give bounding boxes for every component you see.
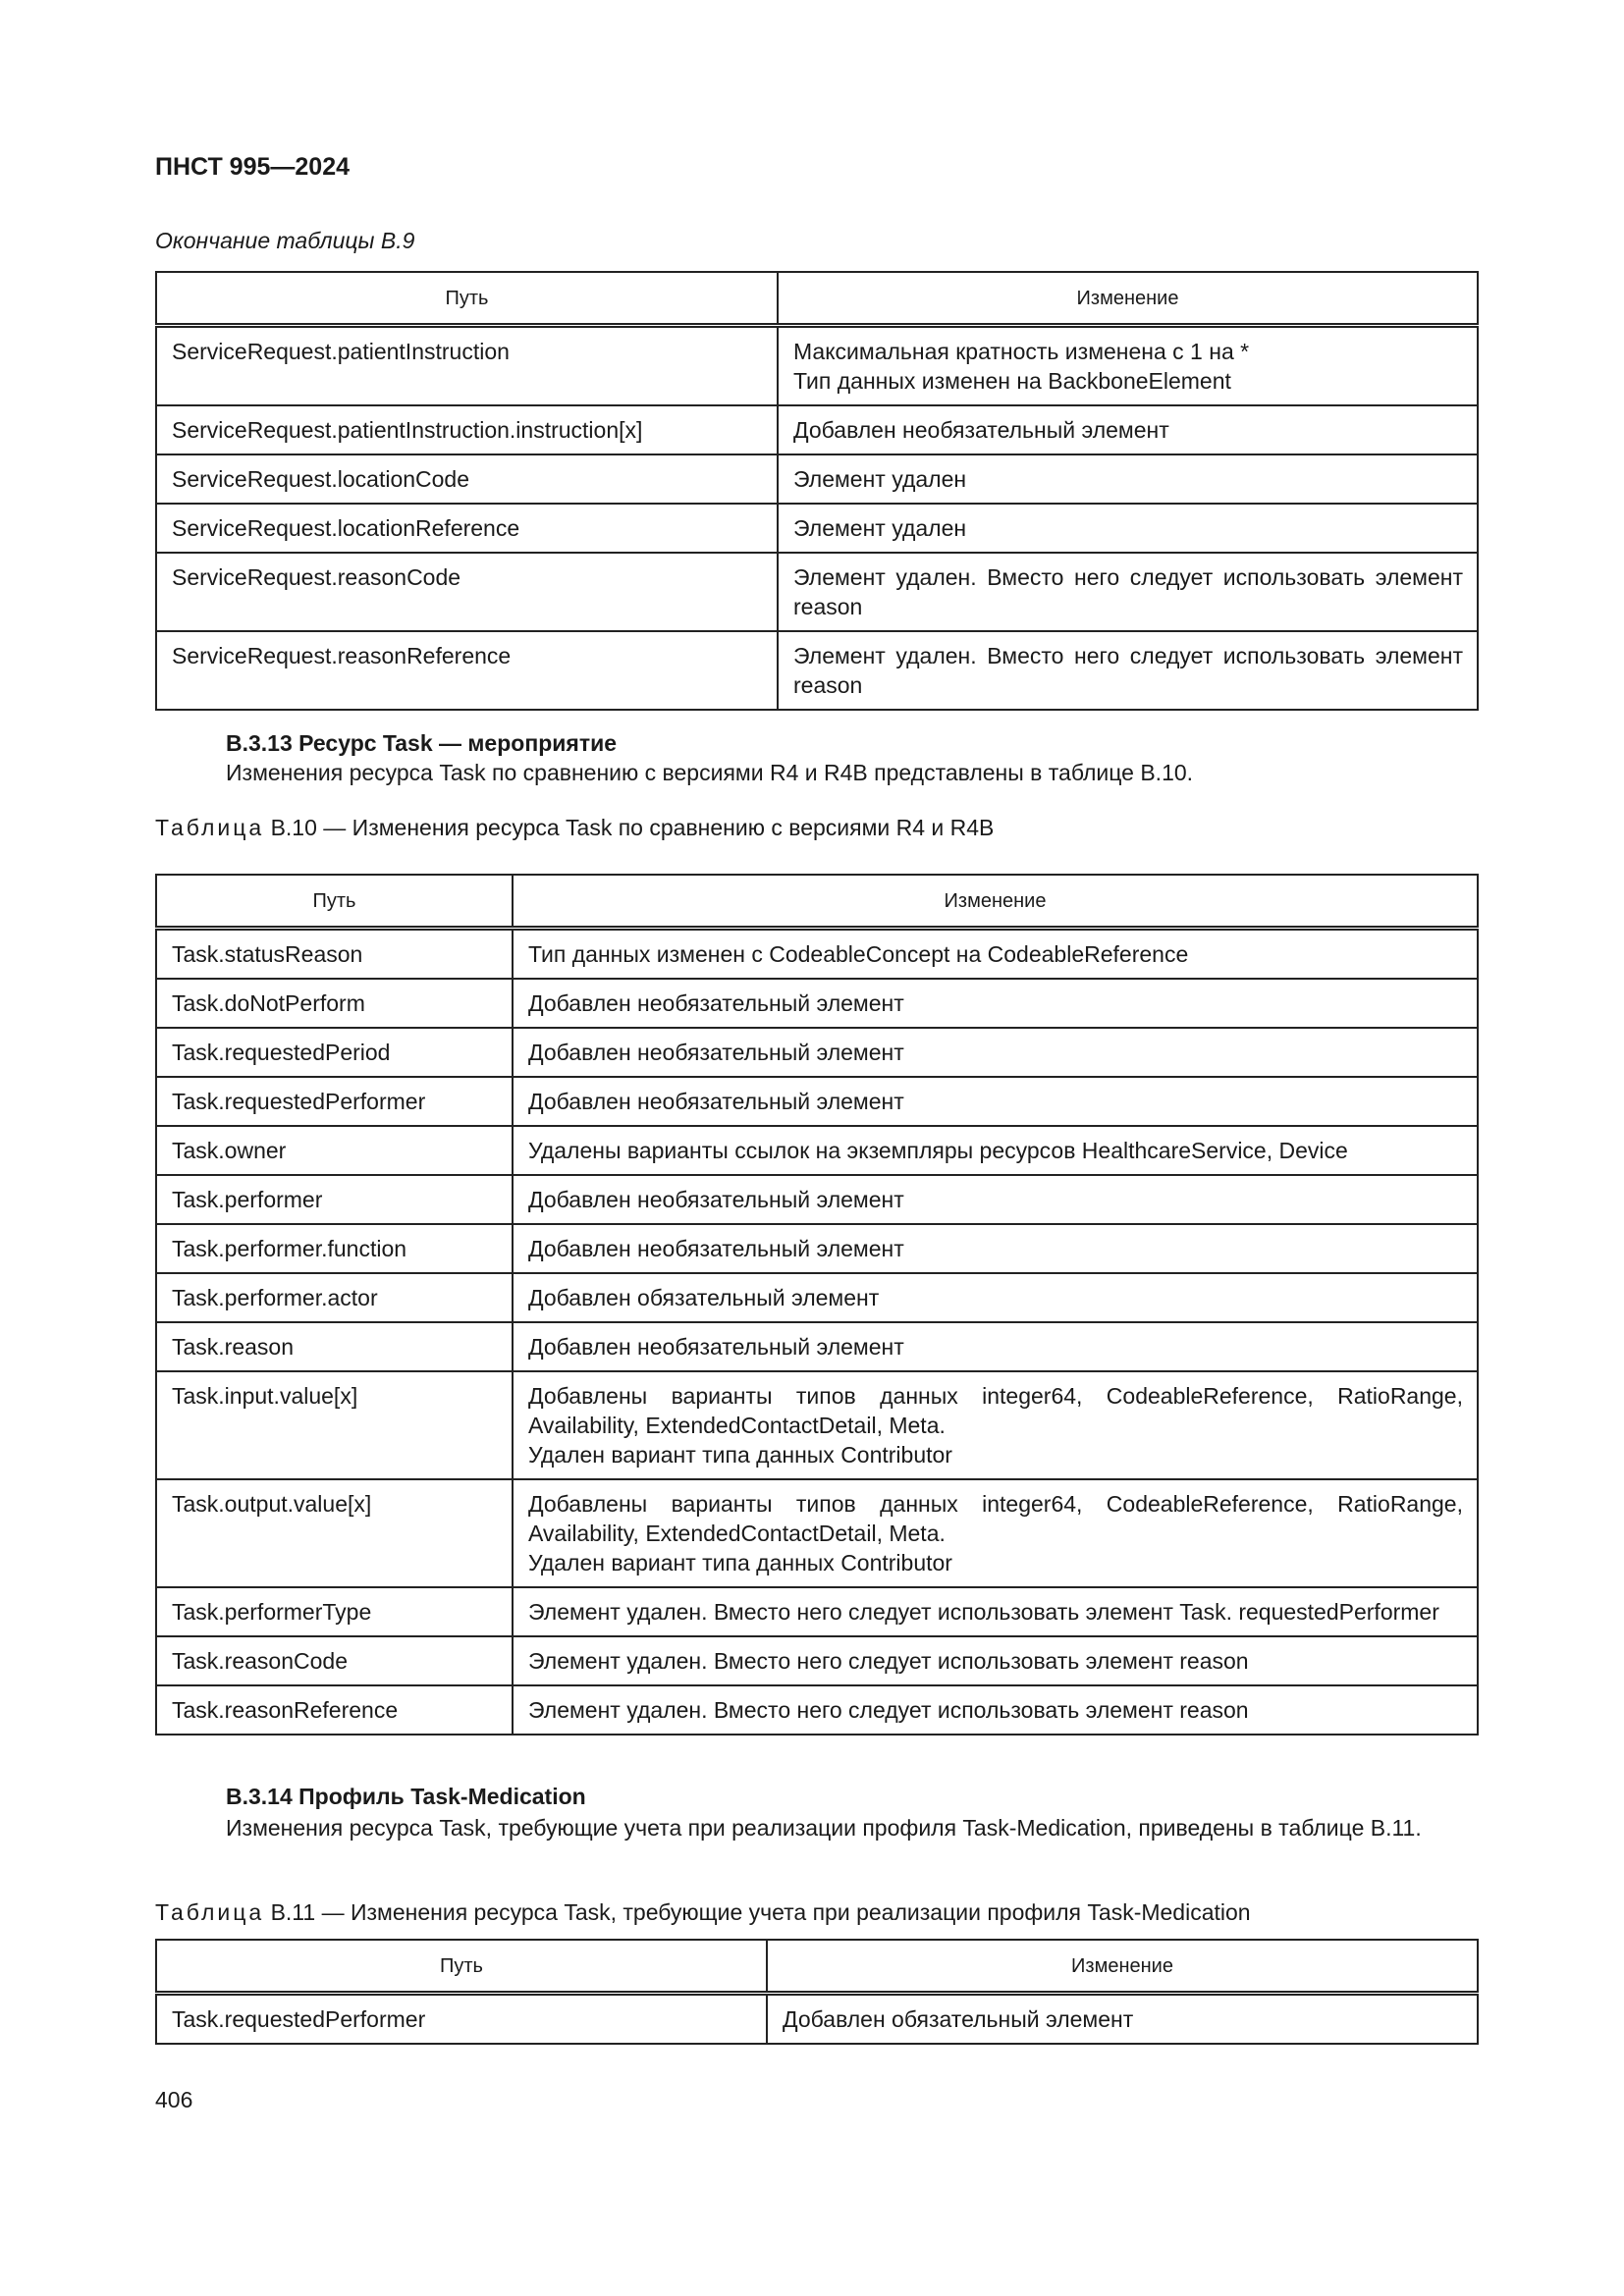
table-row <box>156 1126 1478 1175</box>
change-cell: Добавлены варианты типов данных integer64, CodeableReference, RatioRange, Availability, ExtendedContactDetail, Meta. Удален вариант типа данных Contributor <box>513 1371 1478 1479</box>
change-cell: Добавлен необязательный элемент <box>513 979 1478 1028</box>
caption-text: В.10 — Изменения ресурса Task по сравнению с версиями R4 и R4B <box>270 815 995 840</box>
section-b313-paragraph: Изменения ресурса Task по сравнению с версиями R4 и R4B представлены в таблице В.10. <box>226 760 1194 785</box>
path-cell: ServiceRequest.locationReference <box>156 504 778 553</box>
path-cell: Task.owner <box>156 1126 513 1175</box>
change-cell: Элемент удален. Вместо него следует использовать элемент Task. requestedPerformer <box>513 1587 1478 1636</box>
change-cell: Добавлен необязательный элемент <box>513 1175 1478 1224</box>
change-cell: Элемент удален <box>778 454 1478 504</box>
path-cell: Task.doNotPerform <box>156 979 513 1028</box>
column-header: Изменение <box>778 272 1478 326</box>
table-row <box>156 1371 1478 1479</box>
path-cell: Task.requestedPeriod <box>156 1028 513 1077</box>
page-number: 406 <box>155 2087 193 2112</box>
change-cell: Добавлен необязательный элемент <box>513 1077 1478 1126</box>
path-cell: Task.performerType <box>156 1587 513 1636</box>
column-header: Изменение <box>767 1940 1478 1994</box>
change-cell: Элемент удален <box>778 504 1478 553</box>
section-b314-paragraph: Изменения ресурса Task, требующие учета при реализации профиля Task-Medication, приведены в таблице В.11. <box>226 1815 1422 1841</box>
table-header-row <box>156 272 1478 326</box>
table-row <box>156 631 1478 710</box>
table-b10-caption <box>155 815 994 841</box>
table-row <box>156 504 1478 553</box>
change-cell: Удалены варианты ссылок на экземпляры ресурсов HealthcareService, Device <box>513 1126 1478 1175</box>
caption-label: Таблица <box>155 815 265 840</box>
change-cell: Тип данных изменен с CodeableConcept на CodeableReference <box>513 929 1478 980</box>
change-cell: Элемент удален. Вместо него следует использовать элемент reason <box>778 631 1478 710</box>
path-cell: ServiceRequest.patientInstruction.instruction[x] <box>156 405 778 454</box>
change-cell: Элемент удален. Вместо него следует использовать элемент reason <box>513 1685 1478 1735</box>
path-cell: ServiceRequest.reasonCode <box>156 553 778 631</box>
change-cell: Добавлен обязательный элемент <box>513 1273 1478 1322</box>
path-cell: Task.requestedPerformer <box>156 1994 767 2045</box>
table-row <box>156 454 1478 504</box>
table-row <box>156 979 1478 1028</box>
path-cell: Task.reason <box>156 1322 513 1371</box>
column-header: Путь <box>156 272 778 326</box>
table-row <box>156 1175 1478 1224</box>
table-row <box>156 1224 1478 1273</box>
change-cell: Добавлен необязательный элемент <box>778 405 1478 454</box>
change-cell: Добавлен необязательный элемент <box>513 1224 1478 1273</box>
table-row <box>156 1273 1478 1322</box>
change-cell: Добавлен необязательный элемент <box>513 1028 1478 1077</box>
table-row <box>156 1685 1478 1735</box>
column-header: Путь <box>156 875 513 929</box>
table-row <box>156 929 1478 980</box>
table-row <box>156 1077 1478 1126</box>
column-header: Изменение <box>513 875 1478 929</box>
section-b314-heading: В.3.14 Профиль Task-Medication <box>226 1784 586 1809</box>
caption-label: Таблица <box>155 1899 265 1925</box>
table-row <box>156 1479 1478 1587</box>
table-row <box>156 405 1478 454</box>
table-b9-caption: Окончание таблицы В.9 <box>155 228 415 253</box>
change-cell: Добавлен обязательный элемент <box>767 1994 1478 2045</box>
path-cell: Task.performer.function <box>156 1224 513 1273</box>
path-cell: Task.performer.actor <box>156 1273 513 1322</box>
change-cell: Элемент удален. Вместо него следует использовать элемент reason <box>778 553 1478 631</box>
change-cell: Добавлен необязательный элемент <box>513 1322 1478 1371</box>
change-cell: Добавлены варианты типов данных integer64, CodeableReference, RatioRange, Availability, ExtendedContactDetail, Meta. Удален вариант типа данных Contributor <box>513 1479 1478 1587</box>
caption-text: В.11 — Изменения ресурса Task, требующие учета при реализации профиля Task-Medication <box>270 1899 1251 1925</box>
table-row <box>156 1028 1478 1077</box>
table-b11-caption <box>155 1899 1251 1926</box>
table-row <box>156 1587 1478 1636</box>
path-cell: Task.input.value[x] <box>156 1371 513 1479</box>
table-row <box>156 1322 1478 1371</box>
path-cell: Task.statusReason <box>156 929 513 980</box>
table-row <box>156 553 1478 631</box>
path-cell: ServiceRequest.patientInstruction <box>156 326 778 406</box>
path-cell: Task.reasonReference <box>156 1685 513 1735</box>
table-row <box>156 1636 1478 1685</box>
document-code: ПНСТ 995—2024 <box>155 153 350 181</box>
path-cell: Task.requestedPerformer <box>156 1077 513 1126</box>
section-b313-heading: В.3.13 Ресурс Task — мероприятие <box>226 730 618 756</box>
change-cell: Максимальная кратность изменена с 1 на * Тип данных изменен на BackboneElement <box>778 326 1478 406</box>
path-cell: Task.output.value[x] <box>156 1479 513 1587</box>
path-cell: Task.reasonCode <box>156 1636 513 1685</box>
table-row <box>156 1994 1478 2045</box>
column-header: Путь <box>156 1940 767 1994</box>
table-b9 <box>155 271 1479 711</box>
table-header-row <box>156 1940 1478 1994</box>
path-cell: ServiceRequest.reasonReference <box>156 631 778 710</box>
change-cell: Элемент удален. Вместо него следует использовать элемент reason <box>513 1636 1478 1685</box>
table-b11 <box>155 1939 1479 2045</box>
table-header-row <box>156 875 1478 929</box>
table-row <box>156 326 1478 406</box>
path-cell: Task.performer <box>156 1175 513 1224</box>
table-b10 <box>155 874 1479 1735</box>
path-cell: ServiceRequest.locationCode <box>156 454 778 504</box>
